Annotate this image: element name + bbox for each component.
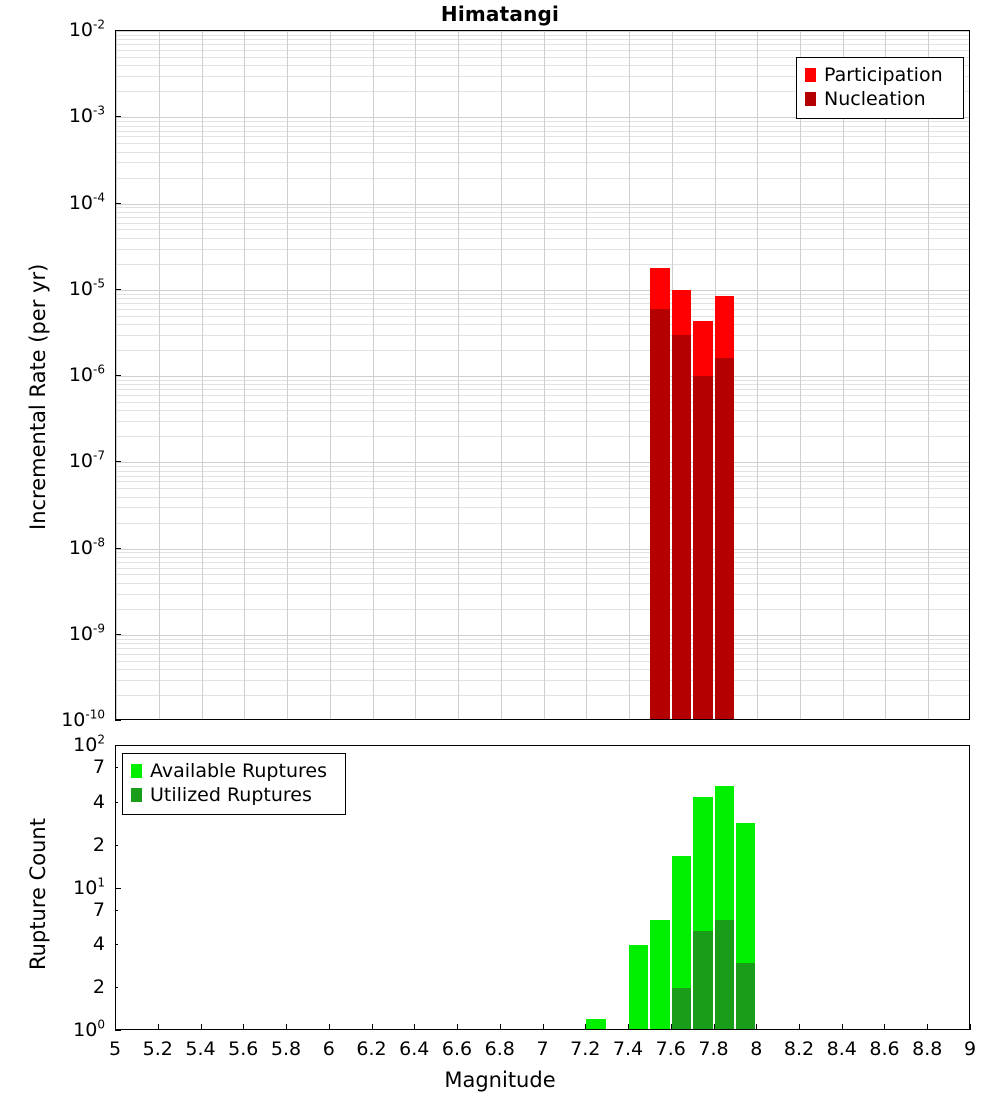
incremental-rate-plot (115, 30, 970, 720)
x-tick-label: 8.2 (783, 1038, 815, 1060)
y-tick-mark (115, 461, 121, 462)
y-tick-mark (115, 1030, 121, 1031)
x-tick-label: 6 (322, 1038, 335, 1060)
y-tick-label: $10^{-2}$ (68, 17, 105, 41)
legend-label: Participation (824, 64, 943, 86)
x-tick-label: 6.2 (356, 1038, 387, 1060)
y-tick-mark (115, 203, 121, 204)
x-tick-label: 8 (750, 1038, 763, 1060)
x-tick-label: 6.4 (399, 1038, 430, 1060)
top-plot-legend (796, 57, 964, 119)
legend-swatch-icon (131, 764, 142, 778)
legend-swatch-icon (131, 788, 142, 802)
y-tick-mark (115, 745, 121, 746)
y-tick-label: $10^{-8}$ (68, 535, 105, 559)
y-tick-label: 7 (92, 756, 105, 779)
gridline (458, 31, 459, 719)
x-tick-mark (671, 1024, 672, 1030)
gridline (586, 31, 587, 719)
gridline (501, 31, 502, 719)
y-tick-mark (115, 720, 121, 721)
gridline (373, 31, 374, 719)
gridline (202, 31, 203, 719)
bar-nucleation (693, 376, 712, 720)
y-tick-label: $10^{-6}$ (68, 362, 105, 386)
y-tick-mark (115, 888, 121, 889)
gridline (287, 31, 288, 719)
x-tick-label: 5.8 (270, 1038, 302, 1060)
x-tick-mark (414, 1024, 415, 1030)
legend-item (805, 87, 955, 111)
x-tick-label: 5.2 (142, 1038, 173, 1060)
y-tick-label: 2 (92, 833, 105, 856)
x-tick-label: 9 (963, 1038, 977, 1060)
bar-utilized-ruptures (715, 920, 734, 1030)
gridline (800, 31, 801, 719)
gridline (544, 31, 545, 719)
x-tick-mark (329, 1024, 330, 1030)
y-tick-label: 4 (92, 790, 105, 813)
gridline (629, 31, 630, 719)
gridline (843, 31, 844, 719)
y-tick-label: $10^{-3}$ (68, 103, 105, 128)
gridline (244, 31, 245, 719)
gridline (928, 31, 929, 719)
y-tick-label: $10^{-9}$ (68, 621, 105, 645)
bar-utilized-ruptures (672, 988, 691, 1030)
bar-nucleation (715, 358, 734, 720)
gridline (757, 31, 758, 719)
legend-label: Available Ruptures (150, 760, 327, 782)
y-tick-label: $10^{-7}$ (68, 448, 105, 473)
bar-available-ruptures (586, 1019, 605, 1030)
bar-available-ruptures (650, 920, 669, 1030)
x-tick-label: 5 (108, 1038, 122, 1060)
x-tick-label: 8.4 (826, 1038, 857, 1060)
x-tick-label: 5.4 (185, 1038, 216, 1060)
bar-available-ruptures (629, 945, 648, 1030)
x-tick-mark (714, 1024, 715, 1030)
x-tick-mark (628, 1024, 629, 1030)
y-tick-label: $10^{-4}$ (68, 190, 105, 214)
x-tick-label: 6.6 (441, 1038, 473, 1060)
legend-swatch-icon (805, 92, 816, 106)
y-tick-mark (115, 802, 118, 803)
gridline (330, 31, 331, 719)
x-tick-mark (585, 1024, 586, 1030)
x-tick-mark (970, 1024, 971, 1030)
y-tick-mark (115, 289, 121, 290)
y-tick-label: $10^1$ (73, 875, 105, 899)
x-tick-label: 7.2 (570, 1038, 601, 1060)
x-tick-mark (372, 1024, 373, 1030)
x-axis-title: Magnitude (444, 1068, 556, 1092)
x-tick-mark (927, 1024, 928, 1030)
y-tick-mark (115, 30, 121, 31)
y-tick-mark (115, 767, 118, 768)
x-tick-mark (799, 1024, 800, 1030)
y-tick-label: $10^2$ (73, 732, 105, 756)
bar-nucleation (672, 335, 691, 720)
y-tick-mark (115, 845, 118, 846)
top-plot-y-axis-title: Incremental Rate (per yr) (26, 263, 50, 530)
y-tick-mark (115, 634, 121, 635)
x-tick-mark (842, 1024, 843, 1030)
x-tick-mark (756, 1024, 757, 1030)
x-tick-label: 7.4 (612, 1038, 644, 1060)
legend-swatch-icon (805, 68, 816, 82)
x-tick-mark (543, 1024, 544, 1030)
x-tick-mark (158, 1024, 159, 1030)
bottom-plot-y-axis-title: Rupture Count (26, 818, 50, 970)
x-tick-label: 8.6 (869, 1038, 900, 1060)
y-tick-mark (115, 987, 118, 988)
legend-label: Utilized Ruptures (150, 784, 312, 806)
x-tick-mark (884, 1024, 885, 1030)
x-tick-mark (457, 1024, 458, 1030)
gridline (885, 31, 886, 719)
x-tick-label: 6.8 (484, 1038, 515, 1060)
x-tick-mark (500, 1024, 501, 1030)
x-tick-mark (115, 1024, 116, 1030)
y-tick-label: 4 (92, 933, 105, 956)
bottom-plot-legend (122, 753, 346, 815)
bar-utilized-ruptures (736, 963, 755, 1030)
legend-item (805, 63, 955, 87)
x-tick-mark (201, 1024, 202, 1030)
y-tick-label: $10^{-10}$ (61, 707, 105, 731)
gridline (415, 31, 416, 719)
bar-utilized-ruptures (693, 931, 712, 1030)
page-title: Himatangi (440, 2, 560, 26)
bar-nucleation (650, 309, 669, 720)
x-tick-label: 5.6 (228, 1038, 259, 1060)
y-tick-mark (115, 944, 118, 945)
y-tick-label: 7 (92, 898, 105, 921)
x-tick-mark (243, 1024, 244, 1030)
x-tick-label: 8.8 (912, 1038, 943, 1060)
y-tick-mark (115, 375, 121, 376)
x-tick-label: 7 (536, 1038, 549, 1060)
legend-label: Nucleation (824, 88, 926, 110)
y-tick-mark (115, 116, 121, 117)
gridline (159, 31, 160, 719)
y-tick-label: $10^{-5}$ (68, 276, 105, 300)
legend-item (131, 759, 337, 783)
x-tick-mark (286, 1024, 287, 1030)
x-tick-label: 7.6 (655, 1038, 686, 1060)
legend-item (131, 783, 337, 807)
y-tick-mark (115, 548, 121, 549)
y-tick-mark (115, 910, 118, 911)
y-tick-label: $10^0$ (73, 1017, 105, 1041)
y-tick-label: 2 (92, 976, 105, 999)
x-tick-label: 7.8 (698, 1038, 729, 1060)
